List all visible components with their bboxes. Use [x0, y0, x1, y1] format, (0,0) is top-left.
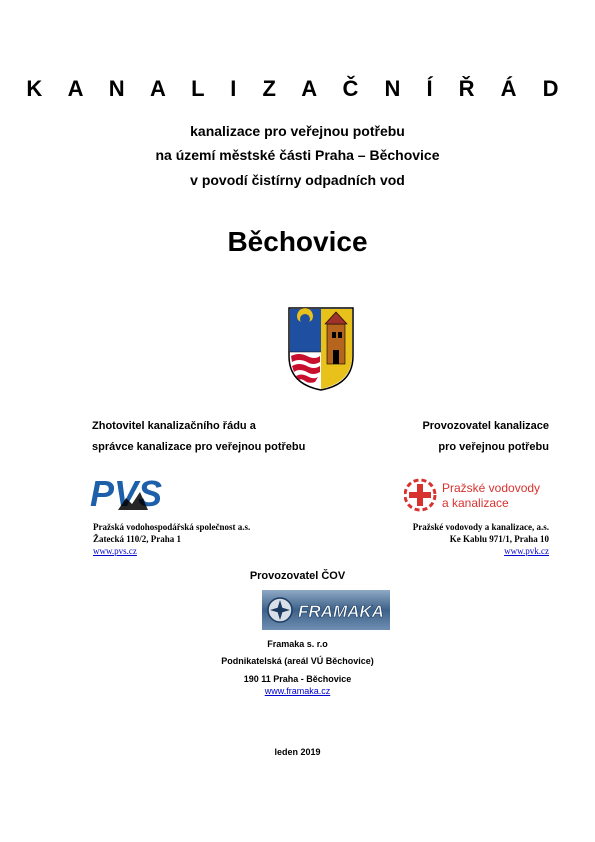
- framaka-logo: [262, 590, 390, 630]
- cov-address: 190 11 Praha - Běchovice: [243, 674, 352, 684]
- pvk-logo-line-1: Pražské vodovody: [442, 481, 541, 495]
- subtitle-line-2: na území městské části Praha – Běchovice: [155, 147, 440, 163]
- subtitle-line-1: kanalizace pro veřejnou potřebu: [190, 123, 405, 139]
- pvs-address-line-2: Žatecká 110/2, Praha 1: [93, 534, 181, 544]
- pvs-address-line-1: Pražská vodohospodářská společnost a.s.: [93, 522, 251, 532]
- pvk-logo-line-2: a kanalizace: [442, 496, 509, 510]
- document-date: leden 2019: [274, 747, 321, 757]
- pvk-address-line-2: Ke Kablu 971/1, Praha 10: [449, 534, 549, 544]
- framaka-logo-text: FRAMAKA: [298, 602, 384, 621]
- document-title: K A N A L I Z A Č N Í Ř Á D: [26, 76, 569, 101]
- subtitle-line-3: v povodí čistírny odpadních vod: [190, 172, 405, 188]
- left-party-label-1: Zhotovitel kanalizačního řádu a: [92, 420, 256, 432]
- cov-location: Podnikatelská (areál VÚ Běchovice): [221, 656, 374, 666]
- right-party-label-1: Provozovatel kanalizace: [422, 420, 549, 432]
- cov-web-link[interactable]: www.framaka.cz: [264, 686, 331, 696]
- cov-company-name: Framaka s. r.o: [267, 639, 328, 649]
- pvs-web-link[interactable]: www.pvs.cz: [93, 546, 137, 556]
- pvk-logo: [404, 476, 554, 514]
- pvk-address-line-1: Pražské vodovody a kanalizace, a.s.: [412, 522, 549, 532]
- pvk-web-link[interactable]: www.pvk.cz: [504, 546, 549, 556]
- right-party-label-2: pro veřejnou potřebu: [438, 441, 549, 453]
- place-name: Běchovice: [227, 226, 368, 257]
- pvs-logo-text: PVS: [90, 476, 163, 510]
- coat-of-arms-icon: [287, 306, 355, 392]
- left-party-label-2: správce kanalizace pro veřejnou potřebu: [92, 441, 306, 453]
- pvs-logo: [90, 476, 190, 510]
- cov-operator-heading: Provozovatel ČOV: [249, 570, 346, 582]
